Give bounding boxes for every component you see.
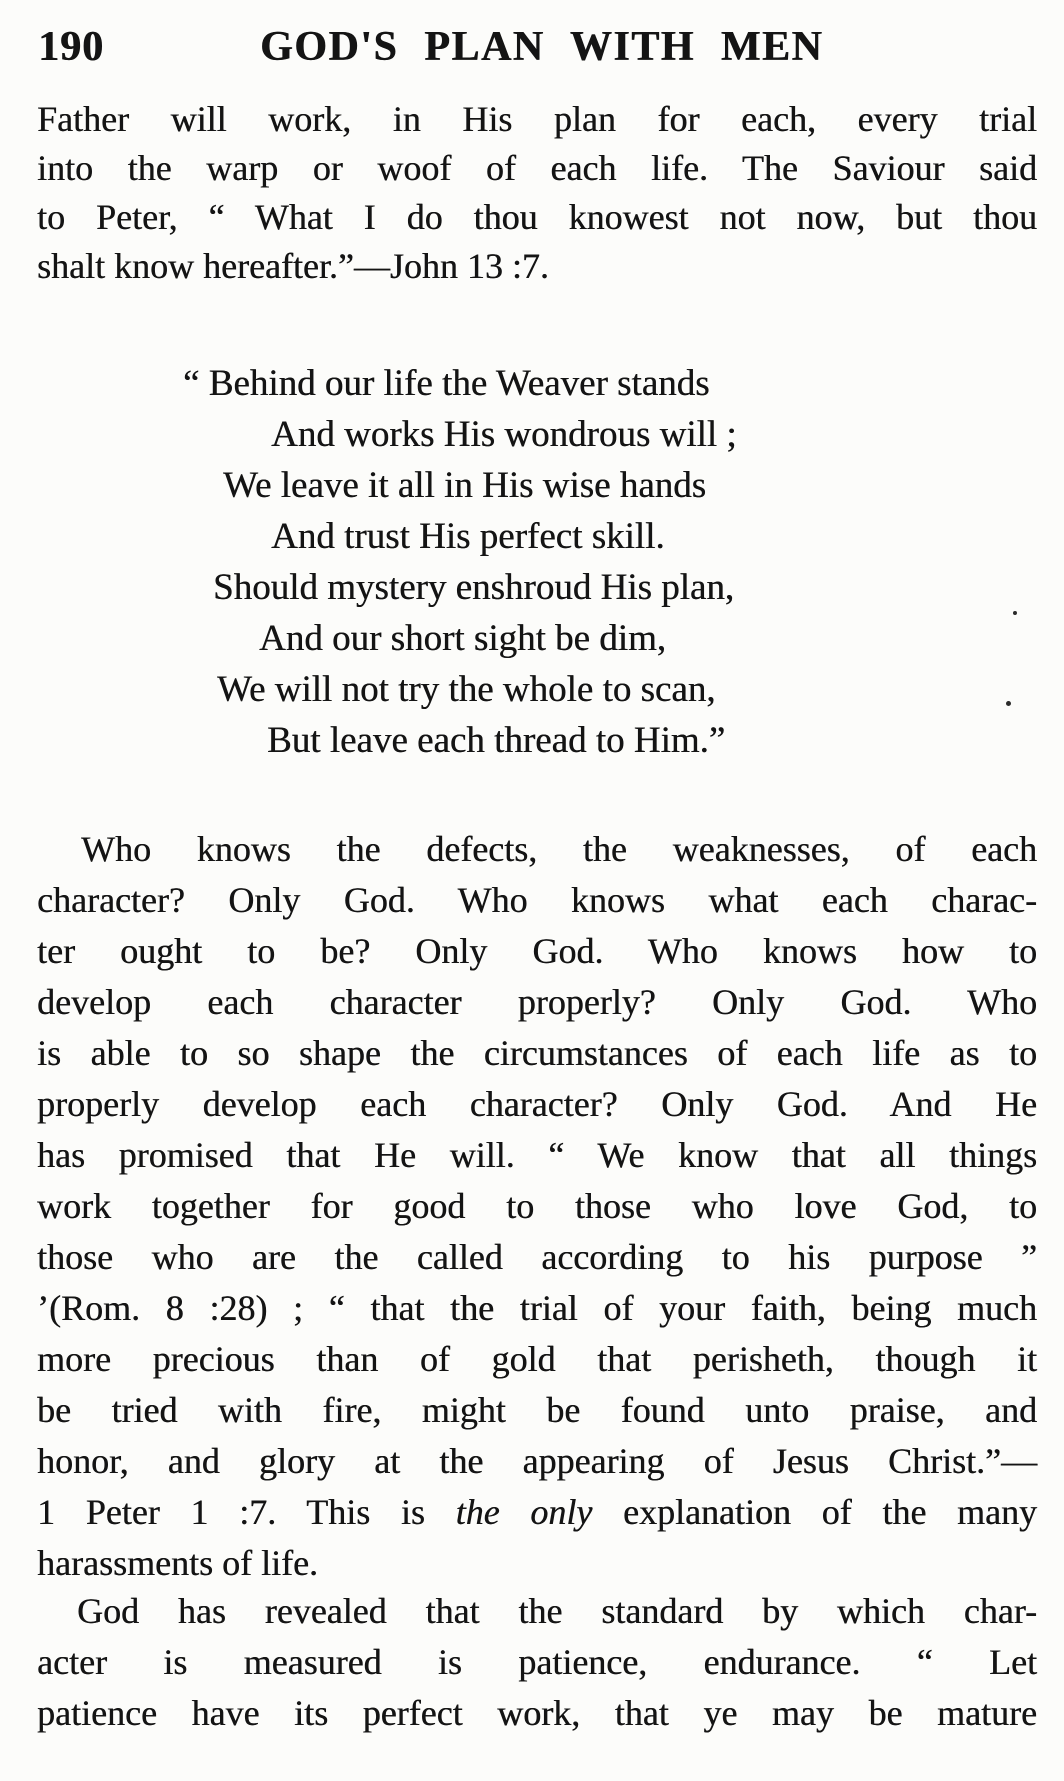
- poem-line: But leave each thread to Him.”: [267, 720, 726, 761]
- poem-line: “ Behind our life the Weaver stands: [183, 363, 710, 404]
- text-line: develop each character properly? Only God. Who: [37, 982, 1037, 1022]
- poem-line: Should mystery enshroud His plan,: [213, 567, 735, 608]
- poem: [183, 358, 903, 766]
- text-line: harassments of life.: [37, 1543, 318, 1583]
- poem-line: And trust His perfect skill.: [271, 516, 665, 557]
- scan-speck: [1013, 611, 1017, 615]
- poem-line: We leave it all in His wise hands: [223, 465, 707, 506]
- scan-speck: [1006, 701, 1011, 706]
- italic-text: the only: [455, 1492, 593, 1532]
- text-line: has promised that He will. “ We know that all things: [37, 1135, 1037, 1175]
- text-line: those who are the called according to his purpose ”: [37, 1237, 1037, 1277]
- running-title: GOD'S PLAN WITH MEN: [259, 24, 824, 70]
- text-line: ’(Rom. 8 :28) ; “ that the trial of your faith, being much: [37, 1288, 1037, 1328]
- poem-line: And works His wondrous will ;: [271, 414, 737, 455]
- text-line: shalt know hereafter.”—John 13 :7.: [37, 246, 549, 286]
- page-header: [38, 24, 1034, 72]
- text-line: Father will work, in His plan for each, every trial: [37, 99, 1037, 139]
- opening-paragraph: [37, 95, 1037, 291]
- text-segment: 1 Peter 1 :7. This is: [37, 1492, 456, 1532]
- text-line: acter is measured is patience, endurance. “ Let: [37, 1642, 1037, 1682]
- text-line: more precious than of gold that perisheth, though it: [37, 1339, 1037, 1379]
- body-paragraph-who-knows: [37, 824, 1037, 1589]
- poem-line: We will not try the whole to scan,: [217, 669, 716, 710]
- text-line: is able to so shape the circumstances of each life as to: [37, 1033, 1037, 1073]
- text-segment: explanation of the many: [592, 1492, 1037, 1532]
- text-line: work together for good to those who love God, to: [37, 1186, 1037, 1226]
- text-line: [37, 1487, 1037, 1538]
- text-line: patience have its perfect work, that ye may be mature: [37, 1693, 1037, 1733]
- text-line: honor, and glory at the appearing of Jesus Christ.”—: [37, 1441, 1037, 1481]
- page-number: 190: [38, 24, 104, 70]
- text-line: ter ought to be? Only God. Who knows how to: [37, 931, 1037, 971]
- text-line: be tried with fire, might be found unto praise, and: [37, 1390, 1037, 1430]
- text-line: God has revealed that the standard by which char-: [77, 1591, 1037, 1631]
- text-line: Who knows the defects, the weaknesses, of each: [81, 829, 1037, 869]
- poem-line: And our short sight be dim,: [259, 618, 666, 659]
- text-line: character? Only God. Who knows what each charac-: [37, 880, 1037, 920]
- text-line: properly develop each character? Only God. And He: [37, 1084, 1037, 1124]
- text-line: to Peter, “ What I do thou knowest not now, but thou: [37, 197, 1037, 237]
- body-paragraph-god-revealed: [37, 1586, 1037, 1739]
- text-line: into the warp or woof of each life. The Saviour said: [37, 148, 1037, 188]
